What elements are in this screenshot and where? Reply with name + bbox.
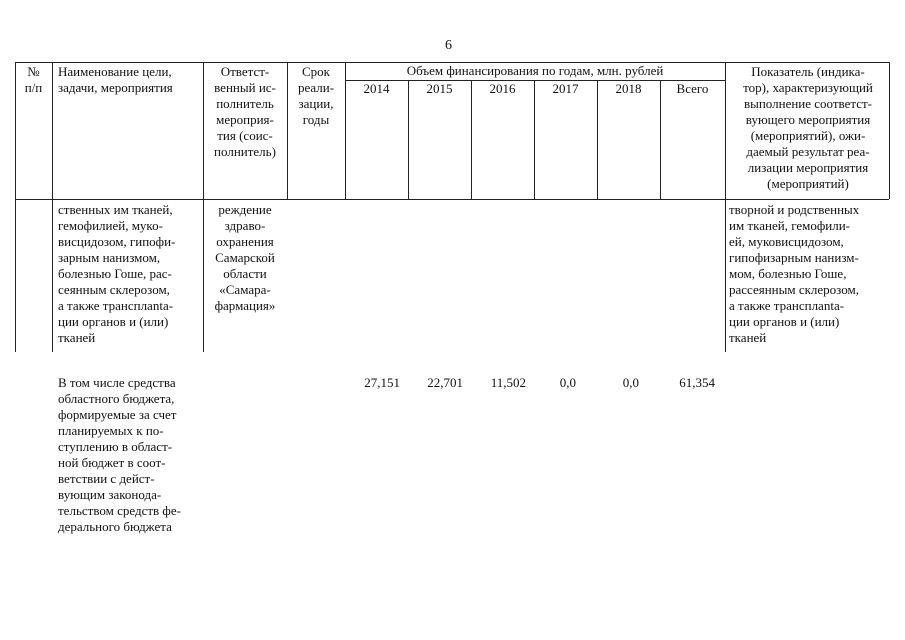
col-border-1 xyxy=(52,62,53,352)
row2-value-2018: 0,0 xyxy=(622,375,639,390)
header-year-2015: 2015 xyxy=(426,81,453,96)
row2-value-2017: 0,0 xyxy=(559,375,576,390)
header-name: Наименование цели, задачи, мероприятия xyxy=(58,64,173,95)
row1-name: ственных им тканей, гемофилией, муко- висцидозом, гипофи- зарным нанизмом, болезнью Гоше, рас- сеянным склерозом, а также трансплanta- ции органов и (или) тканей xyxy=(58,202,176,345)
header-bottom-border xyxy=(15,199,889,200)
col-border-11 xyxy=(889,62,890,199)
row1-responsible: реждение здраво- охранения Самарской области «Самара- фармация» xyxy=(214,202,276,313)
row2-value-2015: 22,701 xyxy=(427,375,463,390)
col-border-7 xyxy=(534,80,535,199)
header-no: № п/п xyxy=(24,64,43,95)
header-responsible: Ответст- венный ис- полнитель мероприя- тия (соис- полнитель) xyxy=(214,64,276,159)
row2-value-2014: 27,151 xyxy=(364,375,400,390)
header-year-2018: 2018 xyxy=(615,81,642,96)
col-border-10 xyxy=(725,62,726,352)
col-border-9 xyxy=(660,80,661,199)
col-border-5 xyxy=(408,80,409,199)
row2-name: В том числе средства областного бюджета, формируемые за счет планируемых к по- ступлению в област- ной бюджет в соот- ветствии с дейст- вующим законода- тельством средств фе- дерального бюджета xyxy=(58,375,181,534)
header-total: Всего xyxy=(676,81,709,96)
row2-value-total: 61,354 xyxy=(679,375,715,390)
header-year-2014: 2014 xyxy=(363,81,390,96)
header-indicator: Показатель (индика- тор), характеризующий выполнение соответст- вующего мероприятия (мероприятий), ожи- даемый результат реа- лизации мероприятия (мероприятий) xyxy=(743,64,873,191)
header-financing: Объем финансирования по годам, млн. рублей xyxy=(406,63,664,78)
col-border-8 xyxy=(597,80,598,199)
header-year-2016: 2016 xyxy=(489,81,516,96)
header-term: Срок реали- зации, годы xyxy=(297,64,335,127)
page-number: 6 xyxy=(445,38,452,53)
col-border-0 xyxy=(15,62,16,352)
row1-indicator: творной и родственных им тканей, гемофили- ей, муковисцидозом, гипофизарным нанизм- мом, болезнью Гоше, рассеянным склерозом, а также трансплanta- ции органов и (или) тканей xyxy=(729,202,860,345)
header-year-2017: 2017 xyxy=(552,81,579,96)
col-border-6 xyxy=(471,80,472,199)
row2-value-2016: 11,502 xyxy=(490,375,526,390)
